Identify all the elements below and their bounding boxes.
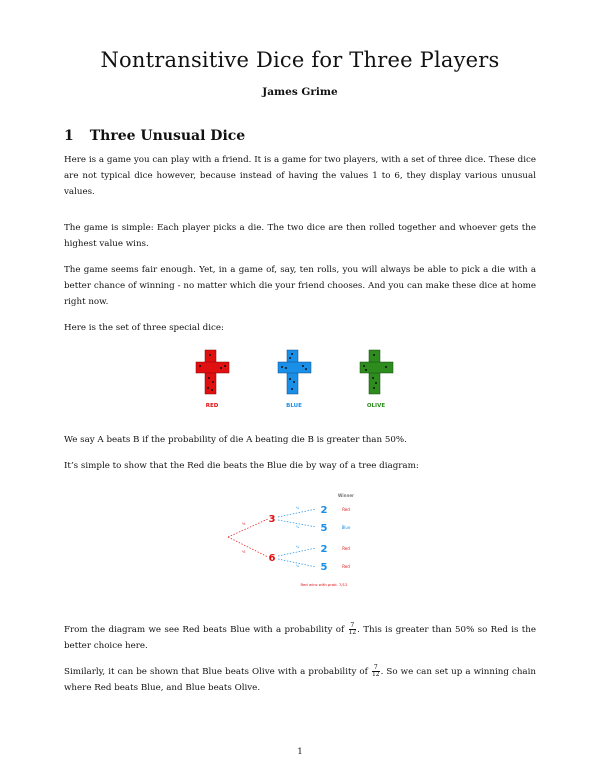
tree-prob-blue-5a: ¼ bbox=[296, 525, 300, 529]
tree-footer: Red wins with prob. 7/12 bbox=[300, 582, 348, 587]
tree-branch-root-upper bbox=[228, 519, 268, 537]
paragraph-blue-beats-olive-end: . So we can set up a winning chain where Red beats Blue, and Blue beats Olive. bbox=[64, 667, 536, 693]
paragraph-fairness: The game seems fair enough. Yet, in a game of, say, ten rolls, you will always be able to pick a die with a better chance of winning - no matter which die your friend chooses. And you can make these dice at home right now. bbox=[64, 265, 536, 307]
paragraph-tree-intro: It’s simple to show that the Red die beats the Blue die by way of a tree diagram: bbox=[64, 461, 419, 471]
tree-red-value-6: 6 bbox=[268, 553, 276, 564]
page-number: 1 bbox=[297, 747, 303, 757]
author-name: James Grime bbox=[262, 86, 338, 98]
tree-blue-value: 2 bbox=[320, 544, 328, 555]
tree-prob-blue-2b: ¾ bbox=[296, 545, 300, 549]
paragraph-blue-beats-olive bbox=[64, 664, 536, 696]
red-die-net bbox=[196, 350, 229, 394]
tree-prob-blue-5b: ¼ bbox=[296, 564, 300, 568]
tree-header: Winner bbox=[338, 494, 354, 499]
tree-branch-3-2 bbox=[278, 509, 316, 517]
paragraph-definition: We say A beats B if the probability of die A beating die B is greater than 50%. bbox=[64, 435, 407, 445]
tree-blue-value: 2 bbox=[320, 505, 328, 516]
paragraph-red-beats-blue bbox=[64, 622, 536, 654]
tree-diagram bbox=[224, 490, 374, 590]
section-title: Three Unusual Dice bbox=[89, 128, 246, 144]
tree-winner: Red bbox=[342, 507, 350, 512]
fraction-numerator: 7 bbox=[350, 622, 355, 629]
blue-die-label: BLUE bbox=[286, 403, 302, 409]
tree-prob-red-6: ½ bbox=[242, 550, 246, 554]
dice-figure bbox=[190, 348, 410, 410]
red-die-label: RED bbox=[205, 403, 219, 409]
paragraph-red-beats-blue-end: . This is greater than 50% so Red is the better choice here. bbox=[64, 625, 536, 651]
tree-blue-value: 5 bbox=[320, 562, 328, 573]
fraction-seven-twelfths bbox=[372, 665, 380, 678]
fraction-denominator: 12 bbox=[348, 629, 357, 636]
tree-winner: Red bbox=[342, 564, 350, 569]
fraction-seven-twelfths bbox=[349, 623, 357, 636]
tree-prob-red-3: ½ bbox=[242, 522, 246, 526]
paragraph-dice-intro: Here is the set of three special dice: bbox=[64, 323, 224, 333]
paragraph-intro: Here is a game you can play with a friend. It is a game for two players, with a set of three dice. These dice are not typical dice however, because instead of having the values 1 to 6, they display various unusual values. bbox=[64, 155, 536, 197]
olive-die-label: OLIVE bbox=[366, 403, 386, 409]
tree-winner: Blue bbox=[341, 525, 351, 530]
section-number: 1 bbox=[64, 128, 74, 144]
paragraph-red-beats-blue-start: From the diagram we see Red beats Blue with a probability of bbox=[64, 625, 345, 635]
tree-blue-value: 5 bbox=[320, 523, 328, 534]
olive-die-net bbox=[360, 350, 393, 394]
paragraph-rules: The game is simple: Each player picks a die. The two dice are then rolled together and whoever gets the highest value wins. bbox=[64, 223, 536, 249]
paragraph-blue-beats-olive-start: Similarly, it can be shown that Blue beats Olive with a probability of bbox=[64, 667, 368, 677]
fraction-numerator: 7 bbox=[373, 664, 378, 671]
tree-branch-6-2 bbox=[278, 548, 316, 556]
paper-title: Nontransitive Dice for Three Players bbox=[100, 48, 500, 72]
blue-die-net bbox=[278, 350, 311, 394]
section-heading bbox=[64, 128, 245, 144]
tree-red-value-3: 3 bbox=[268, 514, 276, 525]
fraction-denominator: 12 bbox=[371, 671, 380, 678]
tree-branch-root-lower bbox=[228, 537, 268, 557]
tree-winner: Red bbox=[342, 546, 350, 551]
tree-prob-blue-2a: ¾ bbox=[296, 506, 300, 510]
